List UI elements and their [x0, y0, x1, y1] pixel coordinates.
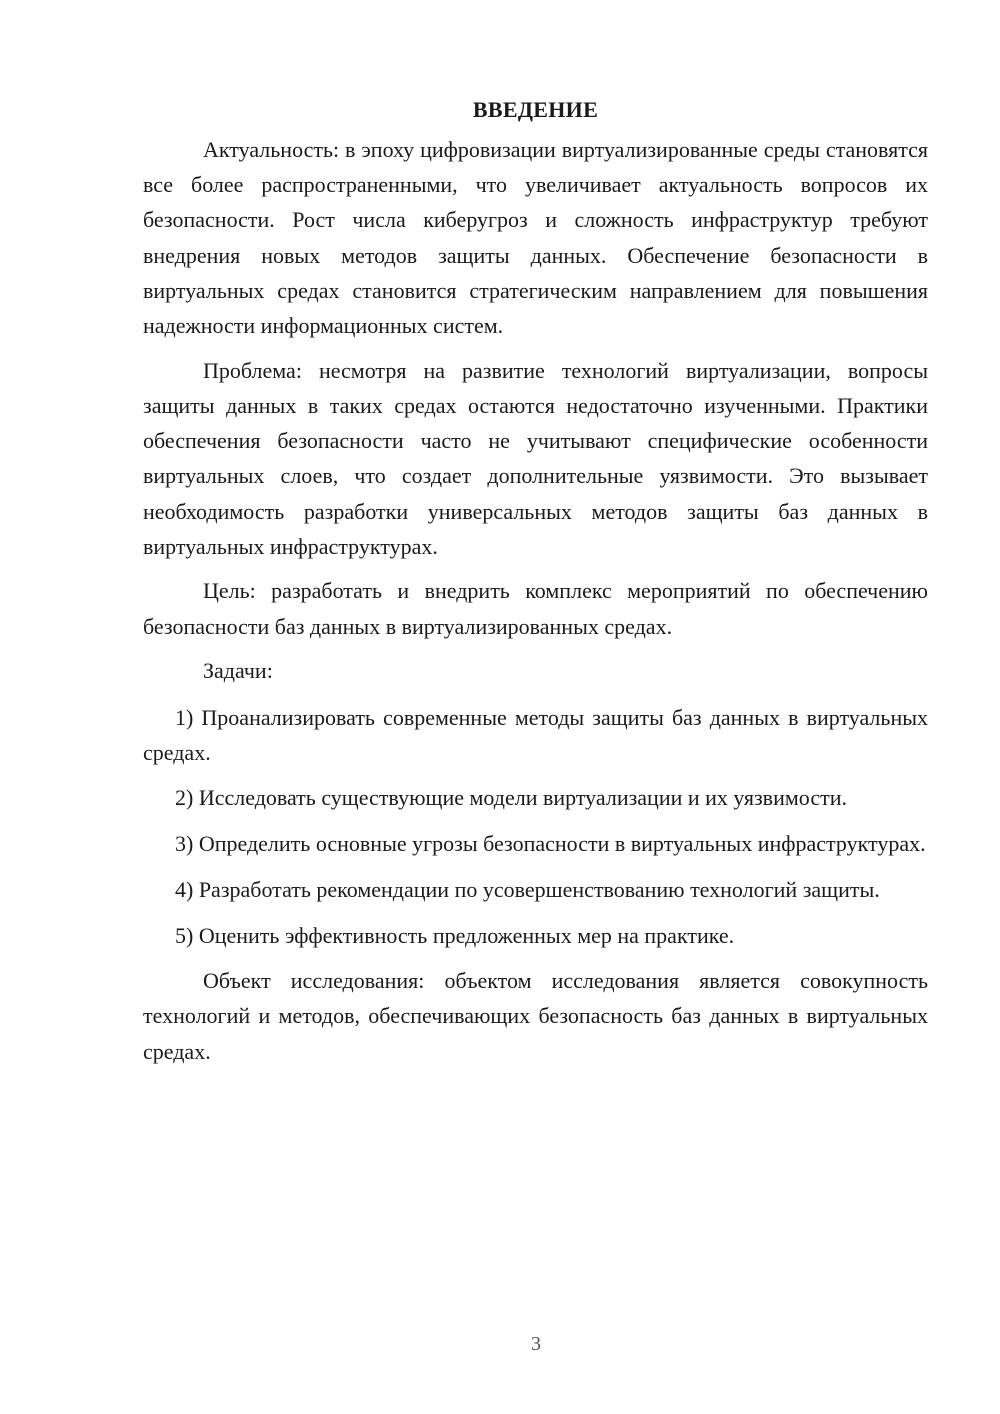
page-number: 3 — [531, 1333, 541, 1355]
task-item: 2) Исследовать существующие модели виртуализации и их уязвимости. — [175, 785, 847, 811]
task-item: 4) Разработать рекомендации по усовершенствованию технологий защиты. — [175, 876, 880, 902]
paragraph-relevance: Актуальность: в эпоху цифровизации виртуализированные среды становятся все более распространенными, что увеличивает актуальность вопросов их безопасности. Рост числа киберугроз и сложность инфраструктур требуют внедрения новых методов защиты данных. Обеспечение безопасности в виртуальных средах становится стратегическим направлением для повышения надежности информационных систем. — [143, 137, 928, 339]
tasks-label: Задачи: — [203, 658, 273, 684]
task-item: 5) Оценить эффективность предложенных мер на практике. — [175, 922, 735, 948]
paragraph-object: Объект исследования: объектом исследования является совокупность технологий и методов, обеспечивающих безопасность баз данных в виртуальных средах. — [143, 968, 928, 1064]
paragraph-problem: Проблема: несмотря на развитие технологий виртуализации, вопросы защиты данных в таких средах остаются недостаточно изученными. Практики обеспечения безопасности часто не учитывают специфические особенности виртуальных слоев, что создает дополнительные уязвимости. Это вызывает необходимость разработки универсальных методов защиты баз данных в виртуальных инфраструктурах. — [143, 357, 928, 559]
tasks-list — [143, 700, 928, 953]
paragraph-goal: Цель: разработать и внедрить комплекс мероприятий по обеспечению безопасности баз данных в виртуализированных средах. — [143, 578, 928, 639]
document-page — [143, 92, 928, 1078]
task-item: 3) Определить основные угрозы безопасности в виртуальных инфраструктурах. — [175, 831, 926, 857]
section-heading: ВВЕДЕНИЕ — [472, 97, 599, 122]
task-item: 1) Проанализировать современные методы защиты баз данных в виртуальных средах. — [143, 704, 928, 765]
